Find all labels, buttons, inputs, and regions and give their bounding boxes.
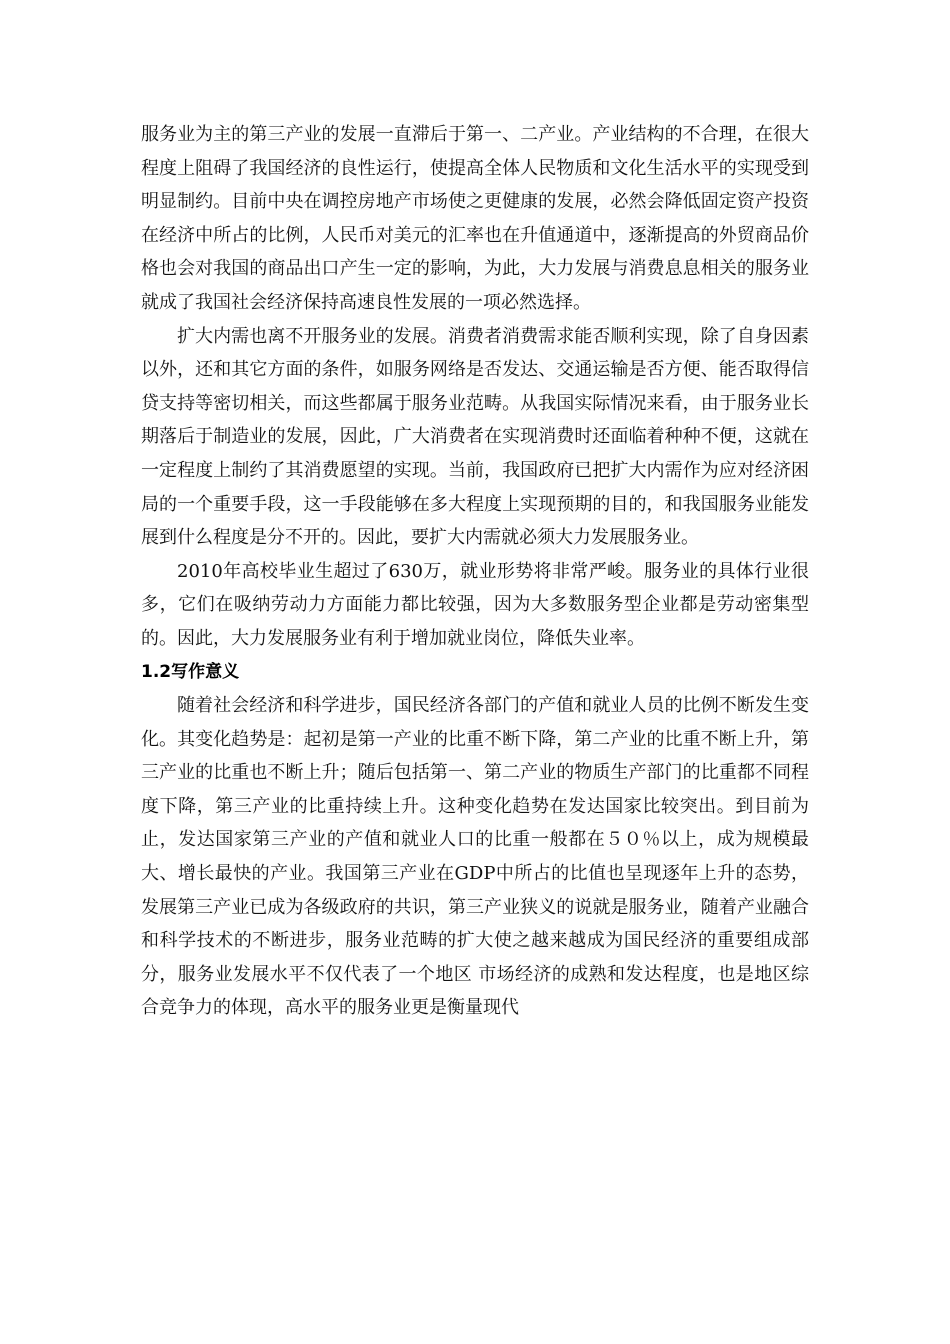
body-paragraph: 2010年高校毕业生超过了630万，就业形势将非常严峻。服务业的具体行业很多，它们在吸纳劳动力方面能力都比较强，因为大多数服务型企业都是劳动密集型的。因此，大力发展服务业有利于增加就业岗位，降低失业率。	[141, 560, 809, 649]
body-paragraph: 服务业为主的第三产业的发展一直滞后于第一、二产业。产业结构的不合理，在很大程度上阻碍了我国经济的良性运行，使提高全体人民物质和文化生活水平的实现受到明显制约。目前中央在调控房地产市场使之更健康的发展，必然会降低固定资产投资在经济中所占的比例，人民币对美元的汇率也在升值通道中，逐渐提高的外贸商品价格也会对我国的商品出口产生一定的影响，为此，大力发展与消费息息相关的服务业就成了我国社会经济保持高速良性发展的一项必然选择。	[141, 124, 809, 313]
body-paragraph: 随着社会经济和科学进步，国民经济各部门的产值和就业人员的比例不断发生变化。其变化趋势是：起初是第一产业的比重不断下降，第二产业的比重不断上升，第三产业的比重也不断上升；随后包括第一、第二产业的物质生产部门的比重都不同程度下降，第三产业的比重持续上升。这种变化趋势在发达国家比较突出。到目前为止，发达国家第三产业的产值和就业人口的比重一般都在５０％以上，成为规模最大、增长最快的产业。我国第三产业在GDP中所占的比值也呈现逐年上升的态势，发展第三产业已成为各级政府的共识，第三产业狭义的说就是服务业，随着产业融合和科学技术的不断进步，服务业范畴的扩大使之越来越成为国民经济的重要组成部分，服务业发展水平不仅代表了一个地区 市场经济的成熟和发达程度，也是地区综合竞争力的体现，高水平的服务业更是衡量现代	[141, 695, 809, 1019]
document-body	[141, 118, 809, 1025]
body-paragraph: 扩大内需也离不开服务业的发展。消费者消费需求能否顺利实现，除了自身因素以外，还和其它方面的条件，如服务网络是否发达、交通运输是否方便、能否取得信贷支持等密切相关，而这些都属于服务业范畴。从我国实际情况来看，由于服务业长期落后于制造业的发展，因此，广大消费者在实现消费时还面临着种种不便，这就在一定程度上制约了其消费愿望的实现。当前，我国政府已把扩大内需作为应对经济困局的一个重要手段，这一手段能够在多大程度上实现预期的目的，和我国服务业能发展到什么程度是分不开的。因此，要扩大内需就必须大力发展服务业。	[141, 325, 809, 549]
section-heading: 1.2写作意义	[141, 661, 240, 682]
